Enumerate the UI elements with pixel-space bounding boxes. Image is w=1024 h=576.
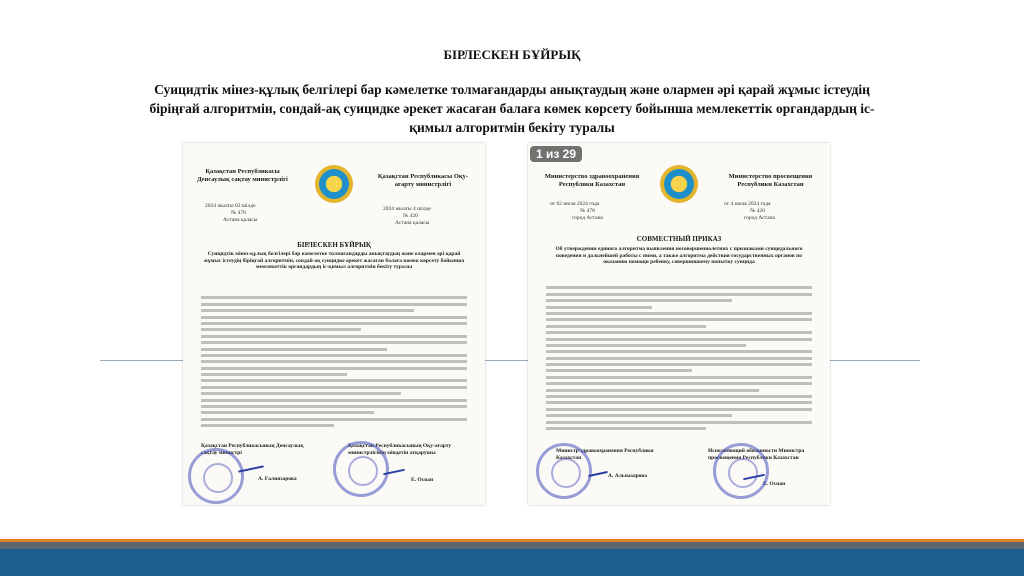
number-left: № 478 xyxy=(231,210,246,216)
russian-order-scan xyxy=(528,143,830,505)
date-right: 2024 жылғы 4 шілде xyxy=(383,206,431,212)
number-right: № 420 xyxy=(403,213,418,219)
seal-stamp-left xyxy=(188,448,244,504)
date-left: от 02 июля 2024 года xyxy=(550,201,600,207)
footer-blue-bar xyxy=(0,549,1024,576)
date-right: от 4 июля 2024 года xyxy=(724,201,771,207)
city-left: Астана қаласы xyxy=(223,217,258,223)
signatory-name-left: А. Ғалиязарова xyxy=(258,476,297,482)
signatory-name-right: Е. Оспан xyxy=(411,477,434,483)
signature-block-left: Қазақстан Республикасының Денсаулық сақтау министрі xyxy=(201,443,304,456)
kazakh-order-scan xyxy=(183,143,485,505)
signatory-name-left: А. Альназарова xyxy=(608,473,647,479)
ministry-education-header: Қазақстан Республикасы Оқу-ағарту министрлігі xyxy=(377,173,469,188)
doc-body-text xyxy=(546,283,812,433)
doc-subtitle: Об утверждении единого алгоритма выявления несовершеннолетних с признаками суицидального поведения и дальнейшей работы с ними, а также алгоритма действия государственных органов по оказанию помощи ребенку, совершившему попытку суицида xyxy=(555,246,803,265)
date-left: 2024 жылғы 02 шілде xyxy=(205,203,256,209)
ministry-health-header: Қазақстан Республикасы Денсаулық сақтау министрлігі xyxy=(197,168,288,183)
signature-block-right: Исполняющий обязанности Министра просвещения Республики Казахстан xyxy=(708,448,805,461)
page-counter-badge: 1 из 29 xyxy=(530,146,582,162)
signatory-name-right: Е. Оспан xyxy=(763,481,786,487)
seal-stamp-right xyxy=(713,443,769,499)
signature-block-right: Қазақстан Республикасының Оқу-ағарту министрлігінің міндетін атқарушы xyxy=(348,443,452,456)
doc-title: СОВМЕСТНЫЙ ПРИКАЗ xyxy=(636,235,722,243)
doc-title: БІРЛЕСКЕН БҰЙРЫҚ xyxy=(297,241,371,249)
slide-title: БІРЛЕСКЕН БҰЙРЫҚ xyxy=(443,47,581,62)
footer-gray-bar xyxy=(0,542,1024,549)
number-right: № 420 xyxy=(750,208,765,214)
state-emblem-icon xyxy=(660,165,698,203)
signature-block-left: Министр здравоохранения Республики Казахстан xyxy=(556,448,654,461)
city-right: Астана қаласы xyxy=(395,220,430,226)
state-emblem-icon xyxy=(315,165,353,203)
doc-body-text xyxy=(201,293,467,431)
slide-subtitle: Суицидтік мінез-құлық белгілері бар кәмелетке толмағандарды анықтаудың және олармен әрі қарай жұмыс істеудің біріңғай алгоритмін, сондай-ақ суицидке әрекет жасаған балаға көмек көрсету бойынша мемлекеттік органдардың іс-қимыл алгоритмін бекіту туралы xyxy=(149,82,875,135)
seal-stamp-left xyxy=(536,443,592,499)
city-left: город Астана xyxy=(572,215,603,221)
seal-stamp-right xyxy=(333,441,389,497)
doc-subtitle: Суицидтік мінез-құлық белгілері бар кәмелетке толмағандарды анықтаудың және олармен әрі қарай жұмыс істеудің біріңғай алгоритмін, сондай-ақ суицидке әрекет жасаған балаға көмек көрсету бойынша мемлекеттік органдардың іс-қимыл алгоритмін бекіту туралы xyxy=(203,251,465,270)
ministry-education-header: Министерство просвещения Республики Казахстан xyxy=(728,173,813,188)
number-left: № 478 xyxy=(580,208,595,214)
ministry-health-header: Министерство здравоохранения Республики Казахстан xyxy=(544,173,640,188)
city-right: город Астана xyxy=(744,215,775,221)
